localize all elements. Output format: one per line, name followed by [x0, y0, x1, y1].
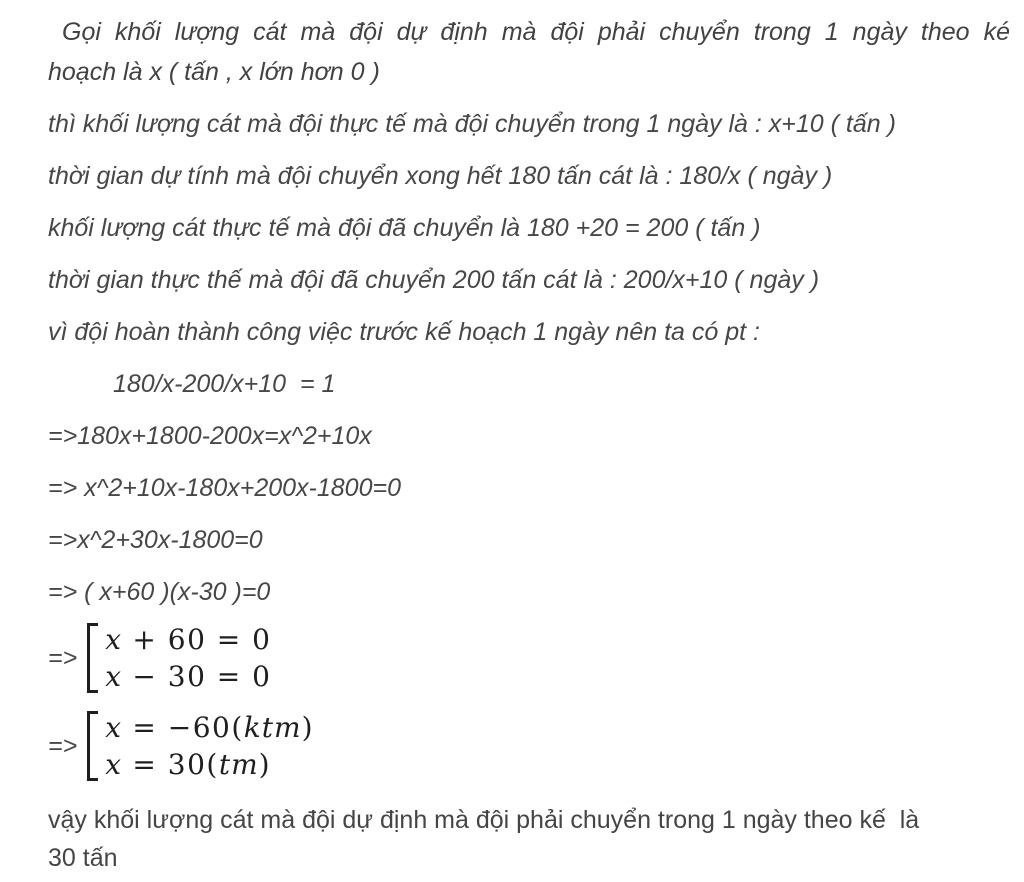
conclusion-line-2: 30 tấn	[48, 844, 118, 872]
cases-list	[105, 621, 271, 695]
left-bracket-icon	[87, 711, 98, 781]
cases-list	[105, 709, 314, 783]
statement-actual-total: khối lượng cát thực tế mà đội đã chuyển là 180 +20 = 200 ( tấn )	[48, 214, 761, 242]
main-equation: 180/x-200/x+10 = 1	[113, 370, 336, 398]
statement-equation-setup: vì đội hoàn thành công việc trước kế hoạch 1 ngày nên ta có pt :	[48, 318, 760, 346]
statement-actual-daily-amount: thì khối lượng cát mà đội thực tế mà đội chuyển trong 1 ngày là : x+10 ( tấn )	[48, 110, 896, 138]
case-equation-1: x + 60 = 0	[105, 623, 272, 656]
conclusion-paragraph	[48, 801, 1010, 877]
implies-arrow: =>	[48, 644, 78, 672]
derivation-step-4: => ( x+60 )(x-30 )=0	[48, 578, 271, 606]
implies-arrow: =>	[48, 732, 78, 760]
cases-block-solutions	[48, 709, 1010, 783]
case-solution-1: x = −60(ktm)	[105, 711, 314, 744]
intro-line-1: Gọi khối lượng cát mà đội dự định mà đội phải chuyển trong 1 ngày theo ké	[62, 18, 1010, 46]
statement-planned-time: thời gian dự tính mà đội chuyển xong hết 180 tấn cát là : 180/x ( ngày )	[48, 162, 833, 190]
conclusion-line-1: vậy khối lượng cát mà đội dự định mà đội phải chuyển trong 1 ngày theo kế là	[48, 806, 920, 834]
cases-block-roots	[48, 621, 1010, 695]
derivation-step-1: =>180x+1800-200x=x^2+10x	[48, 422, 372, 450]
derivation-step-2: => x^2+10x-180x+200x-1800=0	[48, 474, 401, 502]
case-solution-2: x = 30(tm)	[105, 748, 272, 781]
left-bracket-icon	[87, 623, 98, 693]
intro-line-2: hoạch là x ( tấn , x lớn hơn 0 )	[48, 58, 380, 86]
intro-paragraph	[48, 12, 1010, 92]
derivation-step-3: =>x^2+30x-1800=0	[48, 526, 263, 554]
case-equation-2: x − 30 = 0	[105, 660, 272, 693]
statement-actual-time: thời gian thực thế mà đội đã chuyển 200 tấn cát là : 200/x+10 ( ngày )	[48, 266, 820, 294]
